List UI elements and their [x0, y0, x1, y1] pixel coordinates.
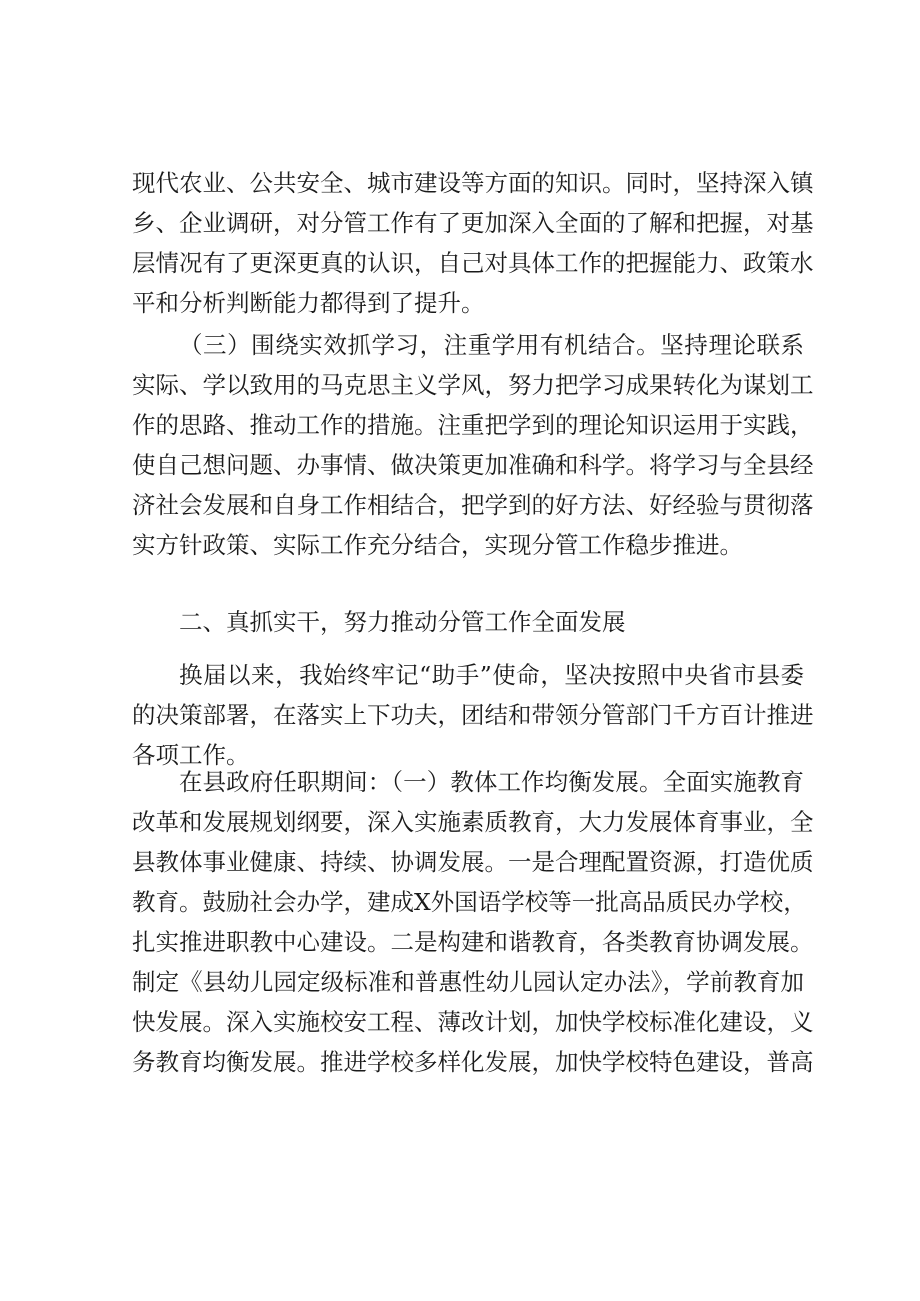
- text-line: 在县政府任职期间：（一）教体工作均衡发展。全面实施教育: [179, 768, 804, 796]
- section-heading-two: [132, 602, 804, 642]
- text-line: 实际、学以致用的马克思主义学风，努力把学习成果转化为谋划工: [132, 371, 814, 399]
- text-line: 制定《县幼儿园定级标准和普惠性幼儿园认定办法》，学前教育加: [132, 968, 804, 996]
- text-line: 教育。鼓励社会办学，建成X外国语学校等一批高品质民办学校，: [132, 888, 807, 916]
- text-line: 作的思路、推动工作的措施。注重把学到的理论知识运用于实践，: [132, 411, 814, 439]
- text-line: 的决策部署，在落实上下功夫，团结和带领分管部门千方百计推进: [132, 701, 814, 729]
- text-line: 换届以来，我始终牢记“助手”使命，坚决按照中央省市县委: [179, 661, 804, 689]
- paragraph-knowledge-research: [132, 163, 814, 323]
- text-line: 务教育均衡发展。推进学校多样化发展，加快学校特色建设，普高: [132, 1048, 814, 1076]
- text-line: （三）围绕实效抓学习，注重学用有机结合。坚持理论联系: [179, 331, 804, 359]
- paragraph-since-election: [132, 655, 814, 775]
- text-line: 县教体事业健康、持续、协调发展。一是合理配置资源，打造优质: [132, 848, 814, 876]
- text-line: 乡、企业调研，对分管工作有了更加深入全面的了解和把握，对基: [132, 209, 814, 237]
- text-line: 快发展。深入实施校安工程、薄改计划，加快学校标准化建设，义: [132, 1008, 814, 1036]
- text-line: 扎实推进职教中心建设。二是构建和谐教育，各类教育协调发展。: [132, 928, 814, 956]
- paragraph-county-government: [132, 762, 814, 1082]
- text-line: 改革和发展规划纲要，深入实施素质教育，大力发展体育事业，全: [132, 808, 814, 836]
- text-line: 济社会发展和自身工作相结合，把学到的好方法、好经验与贯彻落: [132, 491, 814, 519]
- heading-line: 二、真抓实干，努力推动分管工作全面发展: [179, 608, 626, 636]
- text-line: 平和分析判断能力都得到了提升。: [132, 289, 485, 317]
- text-line: 各项工作。: [132, 741, 250, 769]
- text-line: 实方针政策、实际工作充分结合，实现分管工作稳步推进。: [132, 531, 743, 559]
- text-line: 使自己想问题、办事情、做决策更加准确和科学。将学习与全县经: [132, 451, 814, 479]
- text-line: 层情况有了更深更真的认识，自己对具体工作的把握能力、政策水: [132, 249, 814, 277]
- paragraph-section-three: [132, 325, 814, 565]
- text-line: 现代农业、公共安全、城市建设等方面的知识。同时，坚持深入镇: [132, 169, 814, 197]
